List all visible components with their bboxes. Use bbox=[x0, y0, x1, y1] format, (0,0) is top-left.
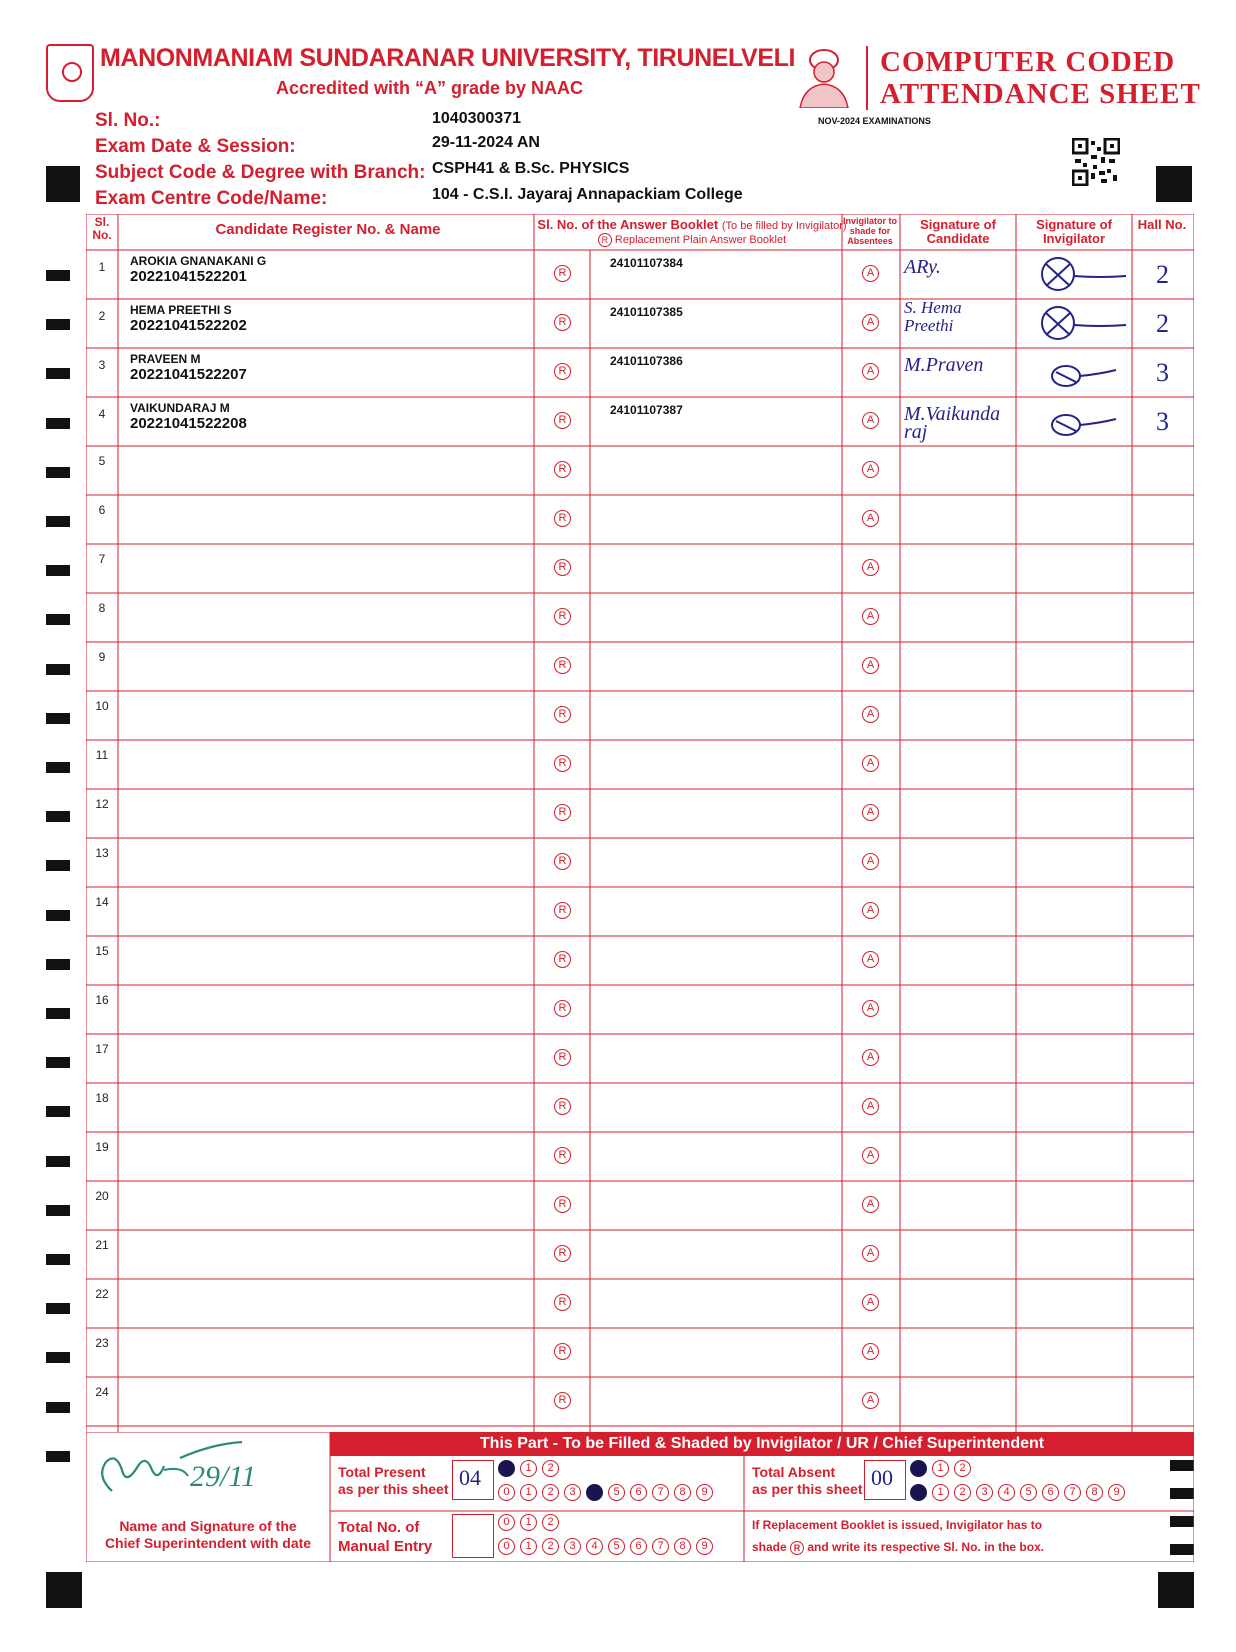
timing-mark bbox=[46, 516, 70, 527]
manual-units-bubble[interactable]: 0 bbox=[498, 1538, 515, 1555]
absent-bubble[interactable]: A bbox=[862, 559, 879, 576]
absent-bubble[interactable]: A bbox=[862, 902, 879, 919]
candidate-register-no: 20221041522207 bbox=[130, 366, 247, 383]
timing-mark bbox=[46, 270, 70, 281]
row-sl-no: 1 bbox=[98, 260, 106, 274]
accreditation-text: Accredited with “A” grade by NAAC bbox=[276, 78, 584, 98]
candidate-register-no: 20221041522202 bbox=[130, 317, 247, 334]
row-sl-no: 20 bbox=[95, 1189, 109, 1203]
subject-value: CSPH41 & B.Sc. PHYSICS bbox=[432, 160, 630, 177]
absent-bubble[interactable]: A bbox=[862, 755, 879, 772]
table-row bbox=[86, 838, 1194, 887]
absent-bubble[interactable]: A bbox=[862, 706, 879, 723]
chief-superintendent-label: Name and Signature of the Chief Superintendent with date bbox=[104, 1518, 312, 1551]
table-row bbox=[86, 250, 1194, 299]
table-row bbox=[86, 1181, 1194, 1230]
answer-booklet-no: 24101107387 bbox=[610, 403, 683, 417]
row-sl-no: 5 bbox=[98, 454, 106, 468]
absent-bubble[interactable]: A bbox=[862, 951, 879, 968]
row-sl-no: 19 bbox=[95, 1140, 109, 1154]
table-row bbox=[86, 1328, 1194, 1377]
replacement-bubble[interactable]: R bbox=[554, 657, 571, 674]
row-sl-no: 3 bbox=[98, 358, 106, 372]
candidate-signature: M.Praven bbox=[904, 354, 984, 376]
present-units-bubble[interactable]: 5 bbox=[608, 1484, 625, 1501]
table-row bbox=[86, 985, 1194, 1034]
present-units-bubble[interactable]: 4 bbox=[586, 1484, 603, 1501]
present-tens-bubble[interactable]: 1 bbox=[520, 1460, 537, 1477]
table-row bbox=[86, 1230, 1194, 1279]
absent-bubble[interactable]: A bbox=[862, 608, 879, 625]
replacement-bubble[interactable]: R bbox=[554, 461, 571, 478]
header-replacement-note: R Replacement Plain Answer Booklet bbox=[534, 232, 850, 248]
table-row bbox=[86, 544, 1194, 593]
exam-centre-value: 104 - C.S.I. Jayaraj Annapackiam College bbox=[432, 186, 743, 203]
manual-tens-bubble[interactable]: 1 bbox=[520, 1514, 537, 1531]
absent-bubble[interactable]: A bbox=[862, 314, 879, 331]
absent-bubble[interactable]: A bbox=[862, 1049, 879, 1066]
manual-units-bubble[interactable]: 2 bbox=[542, 1538, 559, 1555]
answer-booklet-no: 24101107385 bbox=[610, 305, 683, 319]
candidate-signature: ARy. bbox=[904, 256, 941, 278]
attendance-table bbox=[86, 214, 1194, 1432]
row-sl-no: 13 bbox=[95, 846, 109, 860]
absent-bubble[interactable]: A bbox=[862, 804, 879, 821]
manual-units-bubble[interactable]: 5 bbox=[608, 1538, 625, 1555]
table-row bbox=[86, 691, 1194, 740]
invigilator-signature bbox=[1030, 254, 1130, 294]
row-sl-no: 9 bbox=[98, 650, 106, 664]
replacement-bubble[interactable]: R bbox=[554, 853, 571, 870]
row-sl-no: 8 bbox=[98, 601, 106, 615]
table-row bbox=[86, 1132, 1194, 1181]
candidate-register-no: 20221041522201 bbox=[130, 268, 247, 285]
absent-units-bubble[interactable]: 7 bbox=[1064, 1484, 1081, 1501]
header-candidate: Candidate Register No. & Name bbox=[215, 221, 441, 238]
manual-units-bubble[interactable]: 4 bbox=[586, 1538, 603, 1555]
header-sig-candidate: Signature of Candidate bbox=[920, 217, 996, 246]
subject-label: Subject Code & Degree with Branch: bbox=[95, 162, 426, 183]
timing-mark bbox=[46, 713, 70, 724]
manual-units-bubble[interactable]: 7 bbox=[652, 1538, 669, 1555]
exam-tag: NOV-2024 EXAMINATIONS bbox=[818, 116, 931, 126]
replacement-bubble[interactable]: R bbox=[554, 314, 571, 331]
absent-bubble[interactable]: A bbox=[862, 1245, 879, 1262]
row-sl-no: 2 bbox=[98, 309, 106, 323]
candidate-signature: M.Vaikunda raj bbox=[904, 403, 1001, 443]
replacement-bubble[interactable]: R bbox=[554, 363, 571, 380]
replacement-bubble[interactable]: R bbox=[554, 1245, 571, 1262]
timing-mark bbox=[46, 1008, 70, 1019]
header-sl-no: Sl. No. bbox=[92, 215, 112, 242]
registration-mark bbox=[1156, 166, 1192, 202]
answer-booklet-no: 24101107384 bbox=[610, 256, 683, 270]
hall-no: 2 bbox=[1156, 260, 1169, 289]
row-sl-no: 11 bbox=[95, 748, 109, 762]
total-present-value: 04 bbox=[459, 1465, 481, 1490]
manual-tens-bubble[interactable]: 2 bbox=[542, 1514, 559, 1531]
total-present-label: Total Present as per this sheet bbox=[338, 1464, 449, 1497]
exam-date-value: 29-11-2024 AN bbox=[432, 134, 540, 151]
founder-portrait bbox=[796, 46, 852, 108]
absent-units-bubble[interactable]: 9 bbox=[1108, 1484, 1125, 1501]
absent-bubble[interactable]: A bbox=[862, 363, 879, 380]
answer-booklet-no: 24101107386 bbox=[610, 354, 683, 368]
absent-tens-bubble[interactable]: 1 bbox=[932, 1460, 949, 1477]
present-units-bubble[interactable]: 8 bbox=[674, 1484, 691, 1501]
row-sl-no: 6 bbox=[98, 503, 106, 517]
title-divider bbox=[866, 46, 868, 110]
replacement-bubble[interactable]: R bbox=[554, 510, 571, 527]
present-units-bubble[interactable]: 0 bbox=[498, 1484, 515, 1501]
absent-bubble[interactable]: A bbox=[862, 461, 879, 478]
timing-mark bbox=[46, 614, 70, 625]
registration-mark bbox=[46, 166, 80, 202]
absent-bubble[interactable]: A bbox=[862, 1294, 879, 1311]
timing-mark bbox=[46, 1451, 70, 1462]
timing-mark bbox=[46, 418, 70, 429]
replacement-bubble[interactable]: R bbox=[554, 1294, 571, 1311]
table-row bbox=[86, 446, 1194, 495]
absent-units-bubble[interactable]: 3 bbox=[976, 1484, 993, 1501]
row-sl-no: 16 bbox=[95, 993, 109, 1007]
hall-no: 3 bbox=[1156, 358, 1169, 387]
present-units-bubble[interactable]: 2 bbox=[542, 1484, 559, 1501]
absent-bubble[interactable]: A bbox=[862, 853, 879, 870]
timing-mark bbox=[46, 1156, 70, 1167]
row-sl-no: 24 bbox=[95, 1385, 109, 1399]
manual-entry-label: Total No. of Manual Entry bbox=[338, 1519, 433, 1555]
invigilator-signature bbox=[1030, 303, 1130, 343]
present-units-bubble[interactable]: 3 bbox=[564, 1484, 581, 1501]
manual-units-bubble[interactable]: 1 bbox=[520, 1538, 537, 1555]
absent-units-bubble[interactable]: 8 bbox=[1086, 1484, 1103, 1501]
row-sl-no: 22 bbox=[95, 1287, 109, 1301]
replacement-bubble[interactable]: R bbox=[554, 951, 571, 968]
absent-units-bubble[interactable]: 0 bbox=[910, 1484, 927, 1501]
total-present-box[interactable] bbox=[452, 1460, 494, 1500]
timing-mark bbox=[46, 1057, 70, 1068]
candidate-name: AROKIA GNANAKANI G bbox=[130, 254, 267, 268]
header-absentees: Invigilator to shade for Absentees bbox=[843, 216, 897, 246]
absent-bubble[interactable]: A bbox=[862, 412, 879, 429]
replacement-bubble[interactable]: R bbox=[554, 804, 571, 821]
absent-bubble[interactable]: A bbox=[862, 1000, 879, 1017]
table-row bbox=[86, 1083, 1194, 1132]
timing-mark bbox=[46, 910, 70, 921]
exam-date-label: Exam Date & Session: bbox=[95, 136, 296, 157]
row-sl-no: 21 bbox=[95, 1238, 109, 1252]
timing-mark bbox=[46, 811, 70, 822]
table-row bbox=[86, 495, 1194, 544]
table-row bbox=[86, 593, 1194, 642]
absent-bubble[interactable]: A bbox=[862, 1098, 879, 1115]
timing-mark bbox=[46, 664, 70, 675]
table-row bbox=[86, 299, 1194, 348]
replacement-bubble[interactable]: R bbox=[554, 608, 571, 625]
university-logo bbox=[46, 44, 94, 102]
timing-mark bbox=[46, 319, 70, 330]
replacement-bubble[interactable]: R bbox=[554, 265, 571, 282]
table-row bbox=[86, 397, 1194, 446]
qr-code bbox=[1072, 138, 1120, 186]
row-sl-no: 14 bbox=[95, 895, 109, 909]
replacement-bubble[interactable]: R bbox=[554, 1343, 571, 1360]
total-absent-value: 00 bbox=[871, 1465, 893, 1490]
candidate-signature: S. Hema Preethi bbox=[904, 298, 962, 335]
sl-no-value: 1040300371 bbox=[432, 110, 521, 127]
replacement-bubble[interactable]: R bbox=[554, 1098, 571, 1115]
timing-mark bbox=[46, 860, 70, 871]
table-row bbox=[86, 887, 1194, 936]
timing-mark bbox=[46, 1303, 70, 1314]
invigilator-signature bbox=[1030, 401, 1130, 441]
registration-mark bbox=[46, 1572, 82, 1608]
total-absent-label: Total Absent as per this sheet bbox=[752, 1464, 863, 1497]
row-sl-no: 15 bbox=[95, 944, 109, 958]
replacement-bubble[interactable]: R bbox=[554, 1049, 571, 1066]
present-tens-bubble[interactable]: 0 bbox=[498, 1460, 515, 1477]
table-row bbox=[86, 1279, 1194, 1328]
row-sl-no: 12 bbox=[95, 797, 109, 811]
manual-entry-box[interactable] bbox=[452, 1514, 494, 1558]
present-tens-bubble[interactable]: 2 bbox=[542, 1460, 559, 1477]
replacement-bubble[interactable]: R bbox=[554, 755, 571, 772]
timing-mark bbox=[46, 959, 70, 970]
university-name: MANONMANIAM SUNDARANAR UNIVERSITY, TIRUNELVELI bbox=[100, 44, 796, 72]
present-units-bubble[interactable]: 9 bbox=[696, 1484, 713, 1501]
absent-tens-bubble[interactable]: 2 bbox=[954, 1460, 971, 1477]
absent-bubble[interactable]: A bbox=[862, 1392, 879, 1409]
absent-bubble[interactable]: A bbox=[862, 1196, 879, 1213]
header-hall-no: Hall No. bbox=[1137, 217, 1187, 232]
r-bubble-icon: R bbox=[598, 233, 612, 247]
timing-mark bbox=[46, 368, 70, 379]
absent-units-bubble[interactable]: 6 bbox=[1042, 1484, 1059, 1501]
absent-units-bubble[interactable]: 4 bbox=[998, 1484, 1015, 1501]
hall-no: 3 bbox=[1156, 407, 1169, 436]
replacement-bubble[interactable]: R bbox=[554, 1000, 571, 1017]
manual-units-bubble[interactable]: 8 bbox=[674, 1538, 691, 1555]
timing-mark bbox=[46, 467, 70, 478]
candidate-register-no: 20221041522208 bbox=[130, 415, 247, 432]
row-sl-no: 4 bbox=[98, 407, 106, 421]
manual-tens-bubble[interactable]: 0 bbox=[498, 1514, 515, 1531]
replacement-bubble[interactable]: R bbox=[554, 1196, 571, 1213]
manual-units-bubble[interactable]: 6 bbox=[630, 1538, 647, 1555]
absent-units-bubble[interactable]: 2 bbox=[954, 1484, 971, 1501]
row-sl-no: 7 bbox=[98, 552, 106, 566]
replacement-bubble[interactable]: R bbox=[554, 1147, 571, 1164]
table-row bbox=[86, 789, 1194, 838]
invigilator-signature bbox=[1030, 352, 1130, 392]
table-row bbox=[86, 642, 1194, 691]
absent-bubble[interactable]: A bbox=[862, 657, 879, 674]
replacement-instruction: If Replacement Booklet is issued, Invigilator has to shade R and write its respective Sl. No. in the box. bbox=[752, 1518, 1045, 1554]
absent-bubble[interactable]: A bbox=[862, 265, 879, 282]
absent-bubble[interactable]: A bbox=[862, 1147, 879, 1164]
candidate-name: PRAVEEN M bbox=[130, 352, 201, 366]
timing-mark bbox=[46, 1106, 70, 1117]
absent-tens-bubble[interactable]: 0 bbox=[910, 1460, 927, 1477]
replacement-bubble[interactable]: R bbox=[554, 902, 571, 919]
timing-mark bbox=[46, 565, 70, 576]
absent-units-bubble[interactable]: 5 bbox=[1020, 1484, 1037, 1501]
r-bubble-icon: R bbox=[790, 1541, 804, 1555]
header-sig-invigilator: Signature of Invigilator bbox=[1036, 217, 1112, 246]
present-units-bubble[interactable]: 1 bbox=[520, 1484, 537, 1501]
absent-bubble[interactable]: A bbox=[862, 1343, 879, 1360]
timing-mark bbox=[46, 1352, 70, 1363]
timing-mark bbox=[46, 1402, 70, 1413]
row-sl-no: 23 bbox=[95, 1336, 109, 1350]
row-sl-no: 17 bbox=[95, 1042, 109, 1056]
total-absent-box[interactable] bbox=[864, 1460, 906, 1500]
footer-banner: This Part - To be Filled & Shaded by Invigilator / UR / Chief Superintendent bbox=[330, 1432, 1194, 1456]
manual-units-bubble[interactable]: 3 bbox=[564, 1538, 581, 1555]
timing-mark bbox=[46, 762, 70, 773]
present-units-bubble[interactable]: 7 bbox=[652, 1484, 669, 1501]
header-booklet: Sl. No. of the Answer Booklet (To be filled by Invigilator) bbox=[537, 217, 847, 232]
table-row bbox=[86, 348, 1194, 397]
manual-units-bubble[interactable]: 9 bbox=[696, 1538, 713, 1555]
row-sl-no: 18 bbox=[95, 1091, 109, 1105]
table-row bbox=[86, 740, 1194, 789]
candidate-name: HEMA PREETHI S bbox=[130, 303, 232, 317]
timing-mark bbox=[46, 1205, 70, 1216]
exam-centre-label: Exam Centre Code/Name: bbox=[95, 188, 328, 209]
sheet-title: COMPUTER CODED ATTENDANCE SHEET bbox=[880, 46, 1201, 110]
present-units-bubble[interactable]: 6 bbox=[630, 1484, 647, 1501]
table-row bbox=[86, 936, 1194, 985]
replacement-bubble[interactable]: R bbox=[554, 1392, 571, 1409]
chief-signature-date: 29/11 bbox=[190, 1460, 257, 1493]
row-sl-no: 10 bbox=[95, 699, 109, 713]
replacement-bubble[interactable]: R bbox=[554, 559, 571, 576]
table-row bbox=[86, 1377, 1194, 1426]
table-row bbox=[86, 1034, 1194, 1083]
sl-no-label: Sl. No.: bbox=[95, 110, 161, 131]
hall-no: 2 bbox=[1156, 309, 1169, 338]
replacement-bubble[interactable]: R bbox=[554, 706, 571, 723]
candidate-name: VAIKUNDARAJ M bbox=[130, 401, 230, 415]
absent-units-bubble[interactable]: 1 bbox=[932, 1484, 949, 1501]
registration-mark bbox=[1158, 1572, 1194, 1608]
timing-mark bbox=[46, 1254, 70, 1265]
absent-bubble[interactable]: A bbox=[862, 510, 879, 527]
replacement-bubble[interactable]: R bbox=[554, 412, 571, 429]
